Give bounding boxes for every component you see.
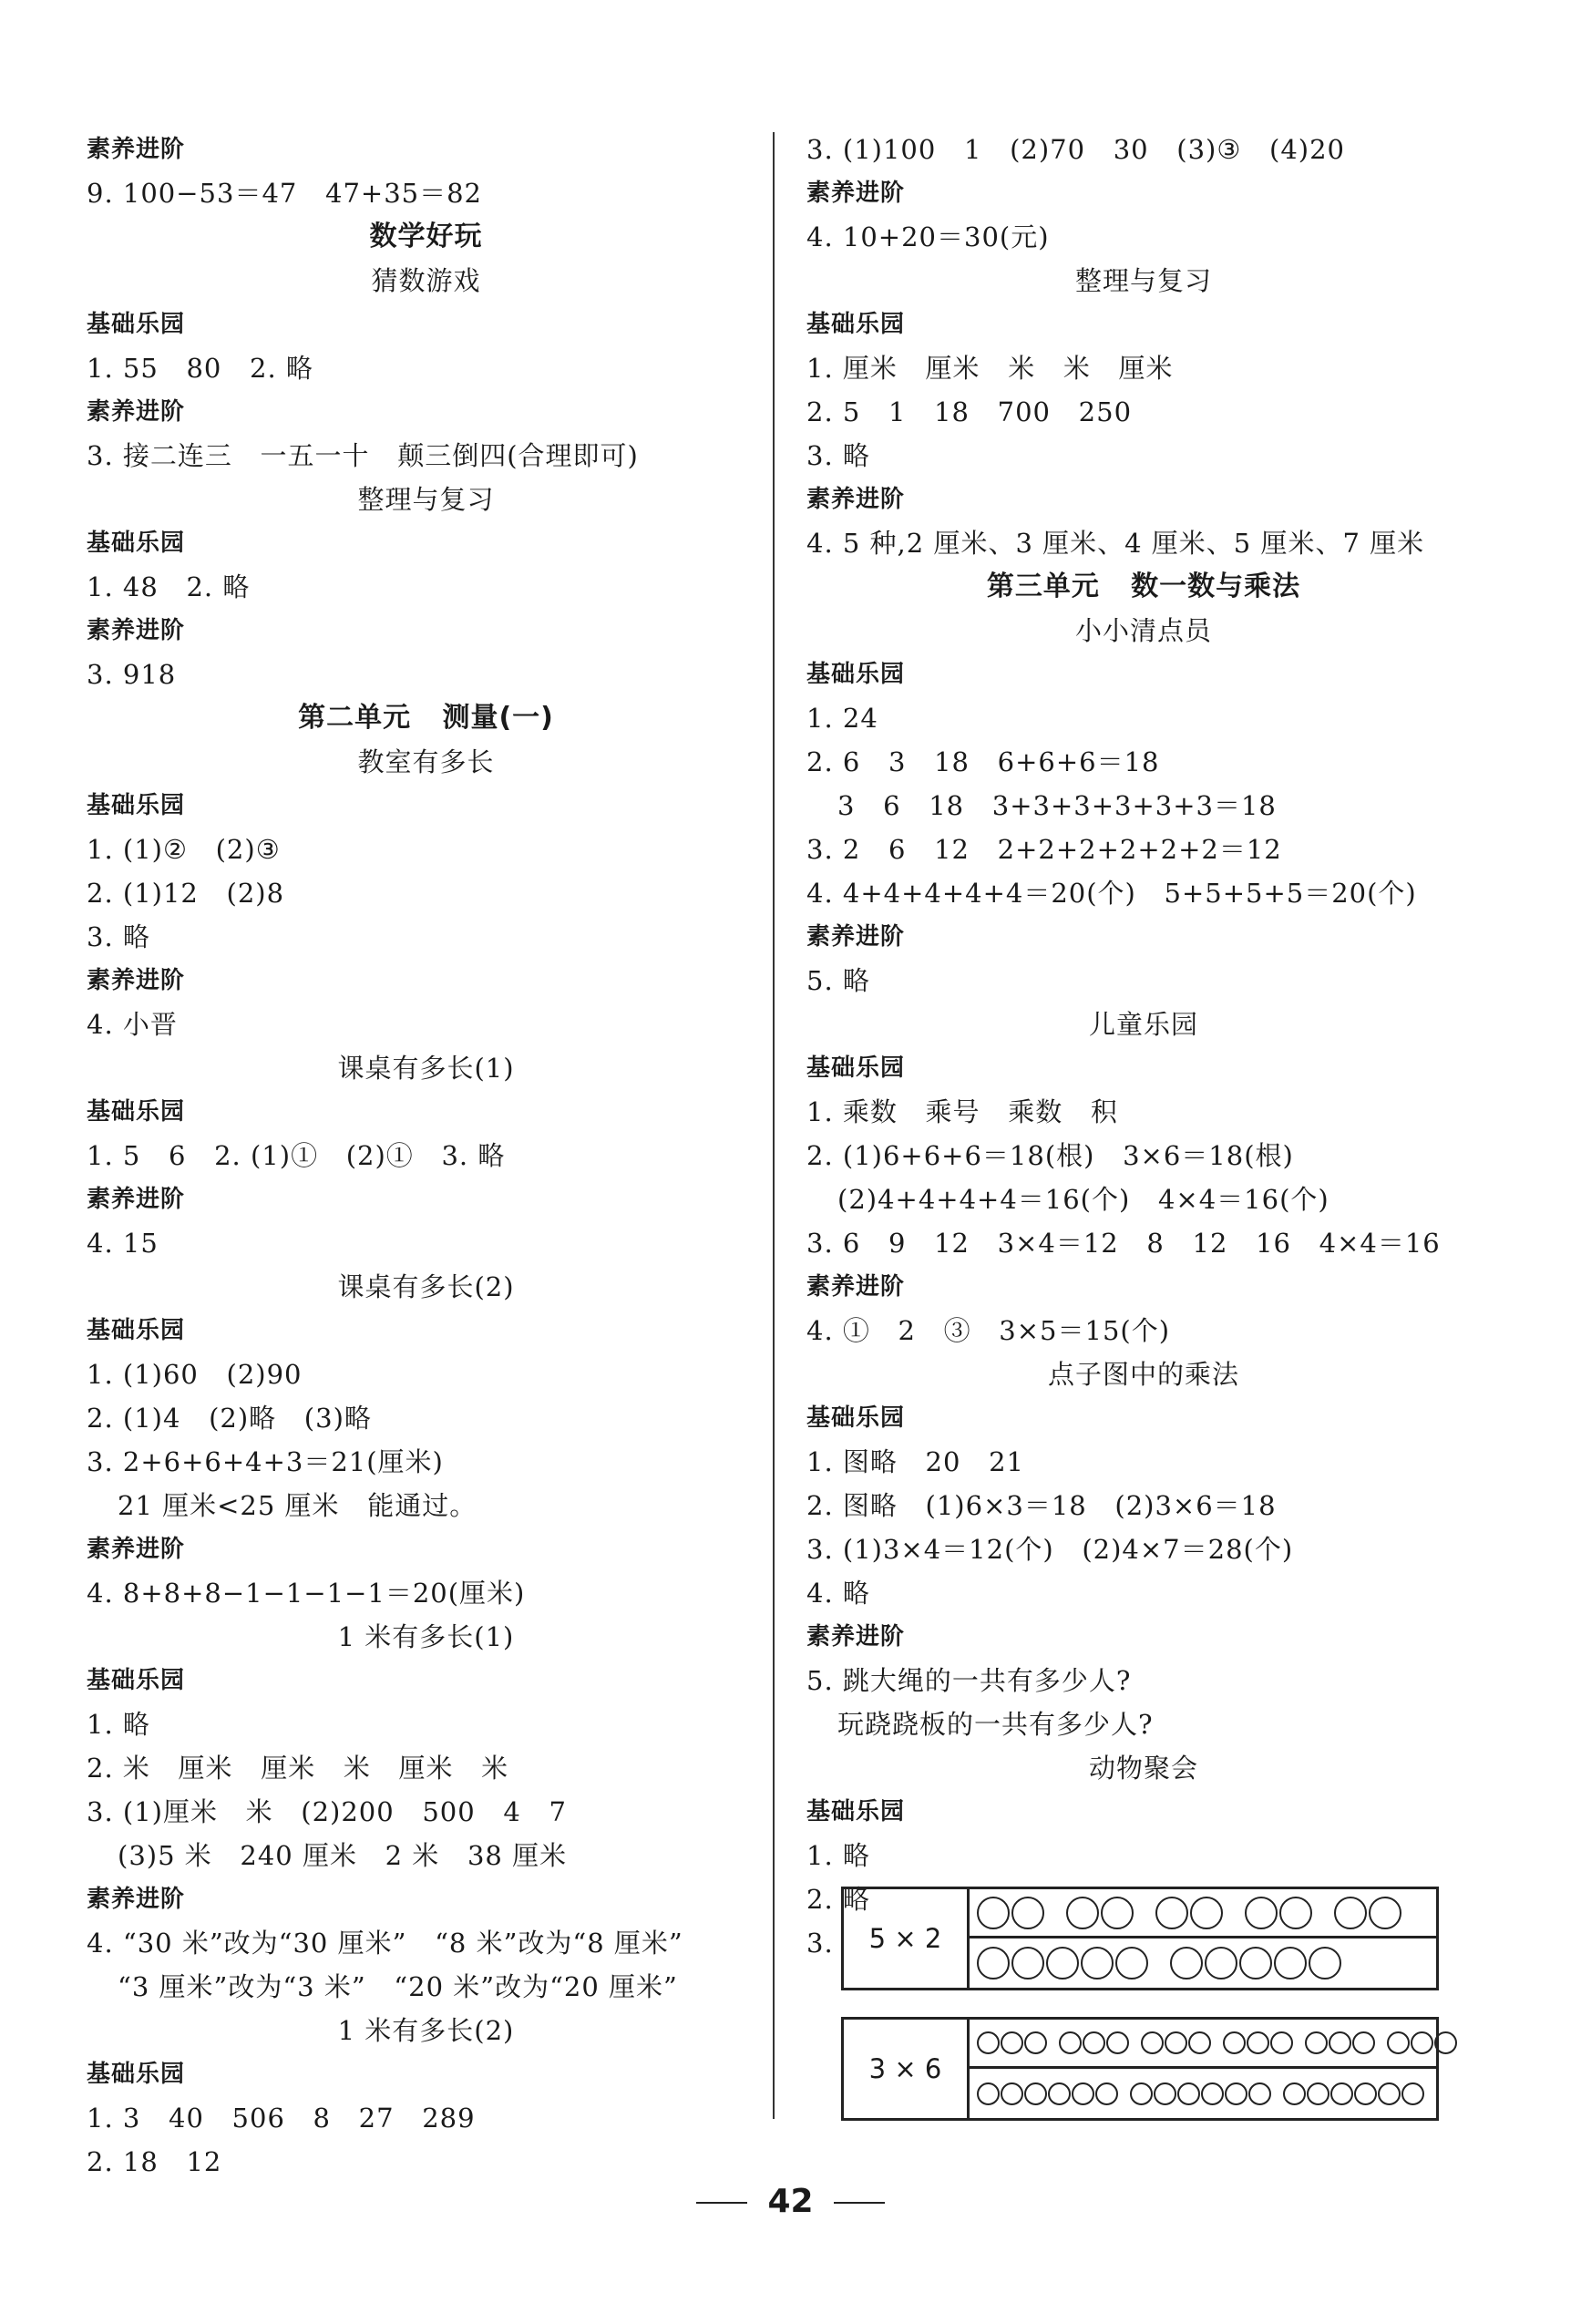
answer-line: 2. 略 [806, 1884, 870, 1915]
answer-line: 4. 略 [806, 1578, 870, 1609]
circle [1141, 2031, 1164, 2054]
section-tag: 素养进阶 [806, 1273, 906, 1301]
circle [1352, 2031, 1375, 2054]
circle-group [1305, 2031, 1376, 2054]
section-tag: 基础乐园 [806, 1054, 906, 1082]
circle [1270, 2031, 1293, 2054]
answer-line: 1. 5 6 2. (1)① (2)① 3. 略 [87, 1140, 506, 1171]
section-tag: 基础乐园 [806, 1404, 906, 1432]
circle [1369, 1897, 1401, 1929]
circle [1411, 2031, 1433, 2054]
answer-line: 9. 100−53＝47 47+35＝82 [87, 178, 482, 209]
answer-line: 2. 6 3 18 6+6+6＝18 [806, 746, 1160, 777]
section-tag: 基础乐园 [87, 1317, 186, 1344]
circle [1190, 1897, 1223, 1929]
answer-line: 4. 15 [87, 1228, 159, 1259]
answer-line: 2. 米 厘米 厘米 米 厘米 米 [87, 1753, 509, 1784]
circle [1378, 2082, 1401, 2105]
answer-line: 3. 略 [87, 921, 150, 952]
circle-group [977, 1897, 1046, 1929]
circle [1247, 2031, 1269, 2054]
circle [1354, 2082, 1377, 2105]
circle [1201, 2082, 1224, 2105]
circle [1083, 2031, 1105, 2054]
dash-left [696, 2202, 747, 2204]
page-number-text: 42 [767, 2183, 814, 2220]
lesson-title: 1 米有多长(1) [337, 1621, 515, 1652]
answer-line: 3. (1)3×4＝12(个) (2)4×7＝28(个) [806, 1534, 1294, 1565]
circle-group [1283, 2082, 1425, 2105]
answer-line: 2. 18 12 [87, 2146, 222, 2177]
circle [1048, 2082, 1071, 2105]
circle [1239, 1947, 1272, 1980]
answer-line: 3. (1)100 1 (2)70 30 (3)③ (4)20 [806, 134, 1345, 165]
circle [1106, 2031, 1129, 2054]
circle-row-2 [970, 1938, 1436, 1988]
circle [1059, 2031, 1082, 2054]
circle [1001, 2082, 1023, 2105]
answer-line: 2. 5 1 18 700 250 [806, 396, 1133, 427]
column-divider [773, 132, 775, 2119]
section-tag: 基础乐园 [87, 311, 186, 338]
answer-line: 3. 2+6+6+4+3＝21(厘米) [87, 1446, 444, 1477]
answer-line: 1. 24 [806, 703, 878, 734]
circle [1205, 1947, 1237, 1980]
circle [1081, 1947, 1114, 1980]
circle [977, 2031, 1000, 2054]
circle [1245, 1897, 1278, 1929]
circle [1330, 2082, 1353, 2105]
section-tag: 素养进阶 [87, 967, 186, 994]
answer-line: 1. 3 40 506 8 27 289 [87, 2103, 476, 2134]
circle [1274, 1947, 1307, 1980]
circle [1334, 1897, 1367, 1929]
right-column [806, 128, 1481, 1965]
unit-title: 第二单元 测量(一) [298, 702, 554, 734]
answer-line: 1. 55 80 2. 略 [87, 353, 313, 384]
answer-line: “3 厘米”改为“3 米” “20 米”改为“20 厘米” [118, 1971, 678, 2002]
section-tag: 基础乐园 [806, 661, 906, 688]
section-tag: 素养进阶 [87, 1886, 186, 1913]
circles-table-3x6 [841, 2017, 1439, 2121]
circle-row-1 [970, 2020, 1436, 2069]
answer-line: 2. (1)4 (2)略 (3)略 [87, 1403, 372, 1434]
section-tag: 基础乐园 [87, 792, 186, 819]
answer-line: 3. 2 6 12 2+2+2+2+2+2＝12 [806, 834, 1282, 865]
circle-group [977, 2082, 1119, 2105]
section-tag: 素养进阶 [87, 398, 186, 426]
circle [1329, 2031, 1351, 2054]
answer-line: 2. (1)6+6+6＝18(根) 3×6＝18(根) [806, 1140, 1294, 1171]
lesson-title: 点子图中的乘法 [1047, 1359, 1239, 1390]
circle [1165, 2031, 1187, 2054]
circle [1095, 2082, 1118, 2105]
circle [977, 2082, 1000, 2105]
left-column [87, 128, 765, 2184]
answer-line: 2. 图略 (1)6×3＝18 (2)3×6＝18 [806, 1490, 1277, 1521]
circle-group [1155, 1897, 1225, 1929]
section-tag: 素养进阶 [806, 923, 906, 951]
circle-row-1 [970, 1889, 1436, 1938]
circle [1279, 1897, 1312, 1929]
circle-group [1223, 2031, 1294, 2054]
answer-line: 1. 略 [87, 1709, 150, 1740]
circle-group [1130, 2082, 1272, 2105]
circle [1170, 1947, 1203, 1980]
circle [1024, 2082, 1047, 2105]
section-tag: 基础乐园 [87, 530, 186, 557]
circle [1387, 2031, 1410, 2054]
answer-line: 4. 小晋 [87, 1009, 178, 1040]
circle [977, 1947, 1010, 1980]
lesson-title: 儿童乐园 [1088, 1009, 1198, 1040]
circle [1283, 2082, 1306, 2105]
lesson-title: 课桌有多长(1) [337, 1053, 515, 1084]
section-tag: 素养进阶 [806, 486, 906, 513]
circle-group [1059, 2031, 1130, 2054]
lesson-title: 1 米有多长(2) [337, 2015, 515, 2046]
answer-line: (2)4+4+4+4＝16(个) 4×4＝16(个) [837, 1184, 1329, 1215]
section-tag: 基础乐园 [806, 1798, 906, 1825]
circle [1154, 2082, 1176, 2105]
answer-line: 3. (1)厘米 米 (2)200 500 4 7 [87, 1796, 567, 1827]
table-label: 5 × 2 [844, 1889, 970, 1988]
circle-group [1066, 1897, 1135, 1929]
circles-table-5x2 [841, 1887, 1439, 1990]
lesson-title: 整理与复习 [1074, 265, 1212, 296]
circle [1307, 2082, 1329, 2105]
circle [1046, 1947, 1079, 1980]
circle [1177, 2082, 1200, 2105]
circle [1011, 1947, 1044, 1980]
answer-line: 3. 918 [87, 659, 177, 690]
answer-line: 1. 图略 20 21 [806, 1446, 1024, 1477]
lesson-title: 教室有多长 [357, 746, 495, 777]
circle [1072, 2082, 1094, 2105]
answer-line: 3. 略 [806, 440, 870, 471]
circle [1011, 1897, 1044, 1929]
section-tag: 素养进阶 [87, 617, 186, 644]
answer-line: 21 厘米<25 厘米 能通过。 [118, 1490, 477, 1521]
lesson-title: 动物聚会 [1088, 1753, 1198, 1784]
section-tag: 素养进阶 [87, 136, 186, 163]
answer-line: 4. “30 米”改为“30 厘米” “8 米”改为“8 厘米” [87, 1928, 683, 1959]
circle [1001, 2031, 1023, 2054]
unit-title: 第三单元 数一数与乘法 [986, 571, 1301, 602]
circle [1115, 1947, 1148, 1980]
circle [1248, 2082, 1271, 2105]
answer-line: 1. 厘米 厘米 米 米 厘米 [806, 353, 1174, 384]
section-tag: 基础乐园 [87, 2061, 186, 2088]
answer-line: 4. 4+4+4+4+4＝20(个) 5+5+5+5＝20(个) [806, 878, 1417, 909]
answer-line: 1. 乘数 乘号 乘数 积 [806, 1096, 1118, 1127]
circle [977, 1897, 1010, 1929]
section-tag: 基础乐园 [87, 1098, 186, 1126]
answer-line: (3)5 米 240 厘米 2 米 38 厘米 [118, 1840, 568, 1871]
answer-line: 5. 略 [806, 965, 870, 996]
lesson-title: 小小清点员 [1074, 615, 1212, 646]
section-tag: 基础乐园 [87, 1667, 186, 1694]
circle [1225, 2082, 1247, 2105]
answer-line: 3. 接二连三 一五一十 颠三倒四(合理即可) [87, 440, 639, 471]
section-tag: 素养进阶 [806, 180, 906, 207]
circle [1130, 2082, 1153, 2105]
lesson-title: 整理与复习 [357, 484, 495, 515]
answer-line: 1. (1)② (2)③ [87, 834, 281, 865]
table-label: 3 × 6 [844, 2020, 970, 2118]
circle-row-2 [970, 2069, 1436, 2118]
answer-line: 玩跷跷板的一共有多少人? [837, 1709, 1154, 1740]
section-tag: 基础乐园 [806, 311, 906, 338]
circle-group [977, 1947, 1150, 1980]
lesson-title: 课桌有多长(2) [337, 1271, 515, 1302]
circle [1188, 2031, 1211, 2054]
answer-line: 3. [806, 1928, 834, 1959]
circle-group [1334, 1897, 1403, 1929]
lesson-title: 猜数游戏 [371, 265, 481, 296]
section-tag: 素养进阶 [87, 1186, 186, 1213]
circle [1434, 2031, 1457, 2054]
circle-group [1170, 1947, 1343, 1980]
answer-line: 3. 6 9 12 3×4＝12 8 12 16 4×4＝16 [806, 1228, 1441, 1259]
circle [1101, 1897, 1134, 1929]
circle-group [1141, 2031, 1212, 2054]
dash-right [834, 2202, 885, 2204]
answer-line: 3 6 18 3+3+3+3+3+3＝18 [837, 790, 1277, 821]
circle-group [977, 2031, 1048, 2054]
circle [1223, 2031, 1246, 2054]
circle-group [1245, 1897, 1314, 1929]
answer-line: 1. 略 [806, 1840, 870, 1871]
answer-line: 2. (1)12 (2)8 [87, 878, 285, 909]
circle [1309, 1947, 1341, 1980]
circle [1066, 1897, 1099, 1929]
section-tag: 素养进阶 [806, 1623, 906, 1650]
circle [1024, 2031, 1047, 2054]
answer-line: 1. (1)60 (2)90 [87, 1359, 303, 1390]
circle [1305, 2031, 1328, 2054]
circle-group [1387, 2031, 1458, 2054]
circle [1155, 1897, 1188, 1929]
circle [1401, 2082, 1424, 2105]
section-tag: 素养进阶 [87, 1536, 186, 1563]
page-number [0, 2183, 1581, 2220]
answer-line: 4. ① 2 ③ 3×5＝15(个) [806, 1315, 1171, 1346]
answer-line: 4. 10+20＝30(元) [806, 221, 1050, 252]
answer-line: 1. 48 2. 略 [87, 571, 251, 602]
answer-line: 4. 5 种,2 厘米、3 厘米、4 厘米、5 厘米、7 厘米 [806, 528, 1425, 559]
answer-line: 4. 8+8+8−1−1−1−1＝20(厘米) [87, 1578, 526, 1609]
unit-title: 数学好玩 [369, 221, 483, 252]
answer-line: 5. 跳大绳的一共有多少人? [806, 1665, 1132, 1696]
